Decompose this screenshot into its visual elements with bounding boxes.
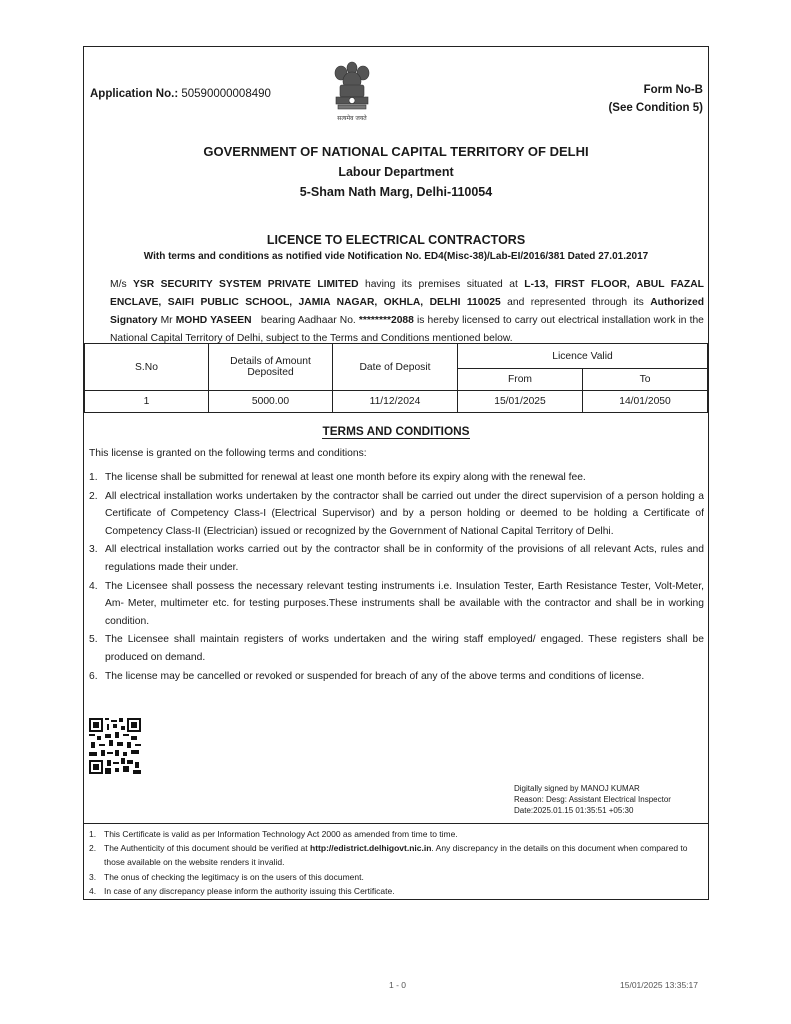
term-text: The license may be cancelled or revoked or suspended for breach of any of the above terms and conditions of license.: [105, 670, 645, 682]
national-emblem-icon: [328, 59, 376, 125]
aadhaar-number: ********2088: [358, 315, 414, 326]
note-text: The Authenticity of this document should be verified at: [104, 843, 308, 854]
terms-heading: [84, 424, 708, 438]
application-label: Application No.:: [90, 88, 179, 100]
government-title: GOVERNMENT OF NATIONAL CAPITAL TERRITORY OF DELHI: [203, 144, 589, 159]
para-text-1: M/s: [110, 279, 127, 290]
emblem-motto: सत्यमेव जयते: [337, 115, 367, 122]
licence-paragraph: [110, 276, 704, 348]
note-text: . Any discrepancy in the details on this document when compared to those available on the website renders it invalid.: [104, 843, 688, 868]
list-item: 5. The Licensee shall maintain registers of works undertaken and the wiring staff employed/ engaged. These registers shall be produced on demand.: [89, 634, 704, 663]
notes-list: [89, 827, 704, 898]
note-text: This Certificate is valid as per Information Technology Act 2000 as amended from time to time.: [104, 829, 458, 839]
list-item: 4. In case of any discrepancy please inform the authority issuing this Certificate.: [89, 885, 395, 896]
term-text: All electrical installation works carried out by the contractor shall be in conformity of the provisions of all relevant Acts, rules and regulations made their under.: [105, 544, 704, 573]
cell-amount: 5000.00: [209, 391, 333, 413]
cell-date: 11/12/2024: [333, 391, 458, 413]
note-text: The onus of checking the legitimacy is on the users of this document.: [104, 871, 364, 882]
note-text: In case of any discrepancy please inform the authority issuing this Certificate.: [104, 885, 395, 896]
firm-name: YSR SECURITY SYSTEM PRIVATE LIMITED: [133, 279, 359, 290]
list-item: 3. All electrical installation works carried out by the contractor shall be in conformity of the provisions of all relevant Acts, rules and regulations made their under.: [89, 544, 704, 573]
term-text: The Licensee shall possess the necessary relevant testing instruments i.e. Insulation Tester, Earth Resistance Tester, Volt-Meter, Am- Meter, multimeter etc. for testing purposes.These instruments shall be available with the contractor and shall be in working condition.: [105, 580, 704, 627]
para-text-3: and represented through its: [507, 297, 644, 308]
application-value: 50590000008490: [181, 88, 271, 100]
list-item: 1. The license shall be submitted for renewal at least one month before its expiry along with the renewal fee.: [89, 472, 586, 483]
verification-link[interactable]: http://edistrict.delhigovt.nic.in: [310, 843, 432, 854]
term-text: The license shall be submitted for renewal at least one month before its expiry along with the renewal fee.: [105, 472, 586, 483]
signature-signer: Digitally signed by MANOJ KUMAR: [514, 784, 640, 793]
para-text-4: Mr: [160, 315, 173, 326]
form-number: [608, 81, 703, 117]
terms-heading-text: TERMS AND CONDITIONS: [322, 424, 470, 438]
licence-table: [84, 343, 708, 413]
authorized-signatory-label: Authorized Signatory: [110, 297, 704, 326]
premises-address: L-13, FIRST FLOOR, ABUL FAZAL ENCLAVE, SAIFI PUBLIC SCHOOL, JAMIA NAGAR, OKHLA, DELHI 110025: [110, 279, 704, 308]
list-item: 2. All electrical installation works undertaken by the contractor shall be carried out under the direct supervision of a person holding a Certificate of Competency Class-I (Electrical Supervisor) and by a person holding or deemed to be holding a Certificate of Competency Class-II (Electrician) issued or recognized by the Government of National Capital Territory of Delhi.: [89, 490, 704, 537]
header-to: To: [583, 369, 708, 391]
application-number: [90, 88, 271, 100]
para-text-2: having its premises situated at: [364, 279, 518, 290]
notes-divider: [84, 823, 708, 824]
cell-to: 14/01/2050: [583, 391, 708, 413]
header-date: Date of Deposit: [333, 344, 458, 391]
header-sno: S.No: [85, 344, 209, 391]
page-number: 1 - 0: [389, 980, 407, 990]
list-item: 3. The onus of checking the legitimacy is on the users of this document.: [89, 871, 364, 882]
licence-subtitle: With terms and conditions as notified vide Notification No. ED4(Misc-38)/Lab-EI/2016/381 Dated 27.01.2017: [143, 251, 649, 262]
condition-label: (See Condition 5): [608, 102, 703, 114]
certificate-frame: [83, 46, 709, 900]
header-amount: Details of Amount Deposited: [209, 344, 333, 391]
form-number-label: Form No-B: [643, 84, 703, 96]
header-licence-valid: Licence Valid: [458, 344, 708, 369]
list-item: 4. The Licensee shall possess the necessary relevant testing instruments i.e. Insulation Tester, Earth Resistance Tester, Volt-Meter, Am- Meter, multimeter etc. for testing purposes.These instruments shall be available with the contractor and shall be in working condition.: [89, 580, 704, 627]
list-item: 2. The Authenticity of this document should be verified at http://edistrict.delhigovt.nic.in. Any discrepancy in the details on this document when compared to those available on the website renders it invalid.: [89, 843, 688, 868]
list-item: 1. This Certificate is valid as per Information Technology Act 2000 as amended from time to time.: [89, 829, 458, 839]
licence-title: LICENCE TO ELECTRICAL CONTRACTORS: [266, 233, 526, 247]
table-row: [85, 391, 708, 413]
department-title: Labour Department: [338, 165, 454, 179]
term-text: The Licensee shall maintain registers of works undertaken and the wiring staff employed/ engaged. These registers shall be produced on demand.: [105, 634, 704, 663]
office-address: 5-Sham Nath Marg, Delhi-110054: [299, 185, 493, 199]
terms-intro: This license is granted on the following terms and conditions:: [89, 448, 367, 459]
signature-reason: Reason: Desg: Assistant Electrical Inspector: [514, 795, 671, 804]
term-text: All electrical installation works undertaken by the contractor shall be carried out under the direct supervision of a person holding a Certificate of Competency Class-I (Electrical Supervisor) and by a person holding or deemed to be holding a Certificate of Competency Class-II (Electrician) issued or recognized by the Government of National Capital Territory of Delhi.: [105, 490, 704, 537]
cell-sno: 1: [85, 391, 209, 413]
signature-date: Date:2025.01.15 01:35:51 +05:30: [514, 806, 634, 815]
signatory-name: MOHD YASEEN: [175, 315, 252, 326]
table-header-row: [85, 344, 708, 369]
digital-signature: [514, 783, 671, 816]
cell-from: 15/01/2025: [458, 391, 583, 413]
terms-list: [89, 469, 704, 686]
para-text-6: is hereby licensed to carry out electrical installation work in the National Capital Territory of Delhi, subject to the Terms and Conditions mentioned below.: [110, 315, 704, 344]
list-item: 6. The license may be cancelled or revoked or suspended for breach of any of the above terms and conditions of license.: [89, 670, 645, 682]
para-text-5: bearing Aadhaar No.: [260, 315, 356, 326]
header-from: From: [458, 369, 583, 391]
print-timestamp: 15/01/2025 13:35:17: [620, 980, 698, 990]
qr-code-icon: [89, 718, 141, 774]
